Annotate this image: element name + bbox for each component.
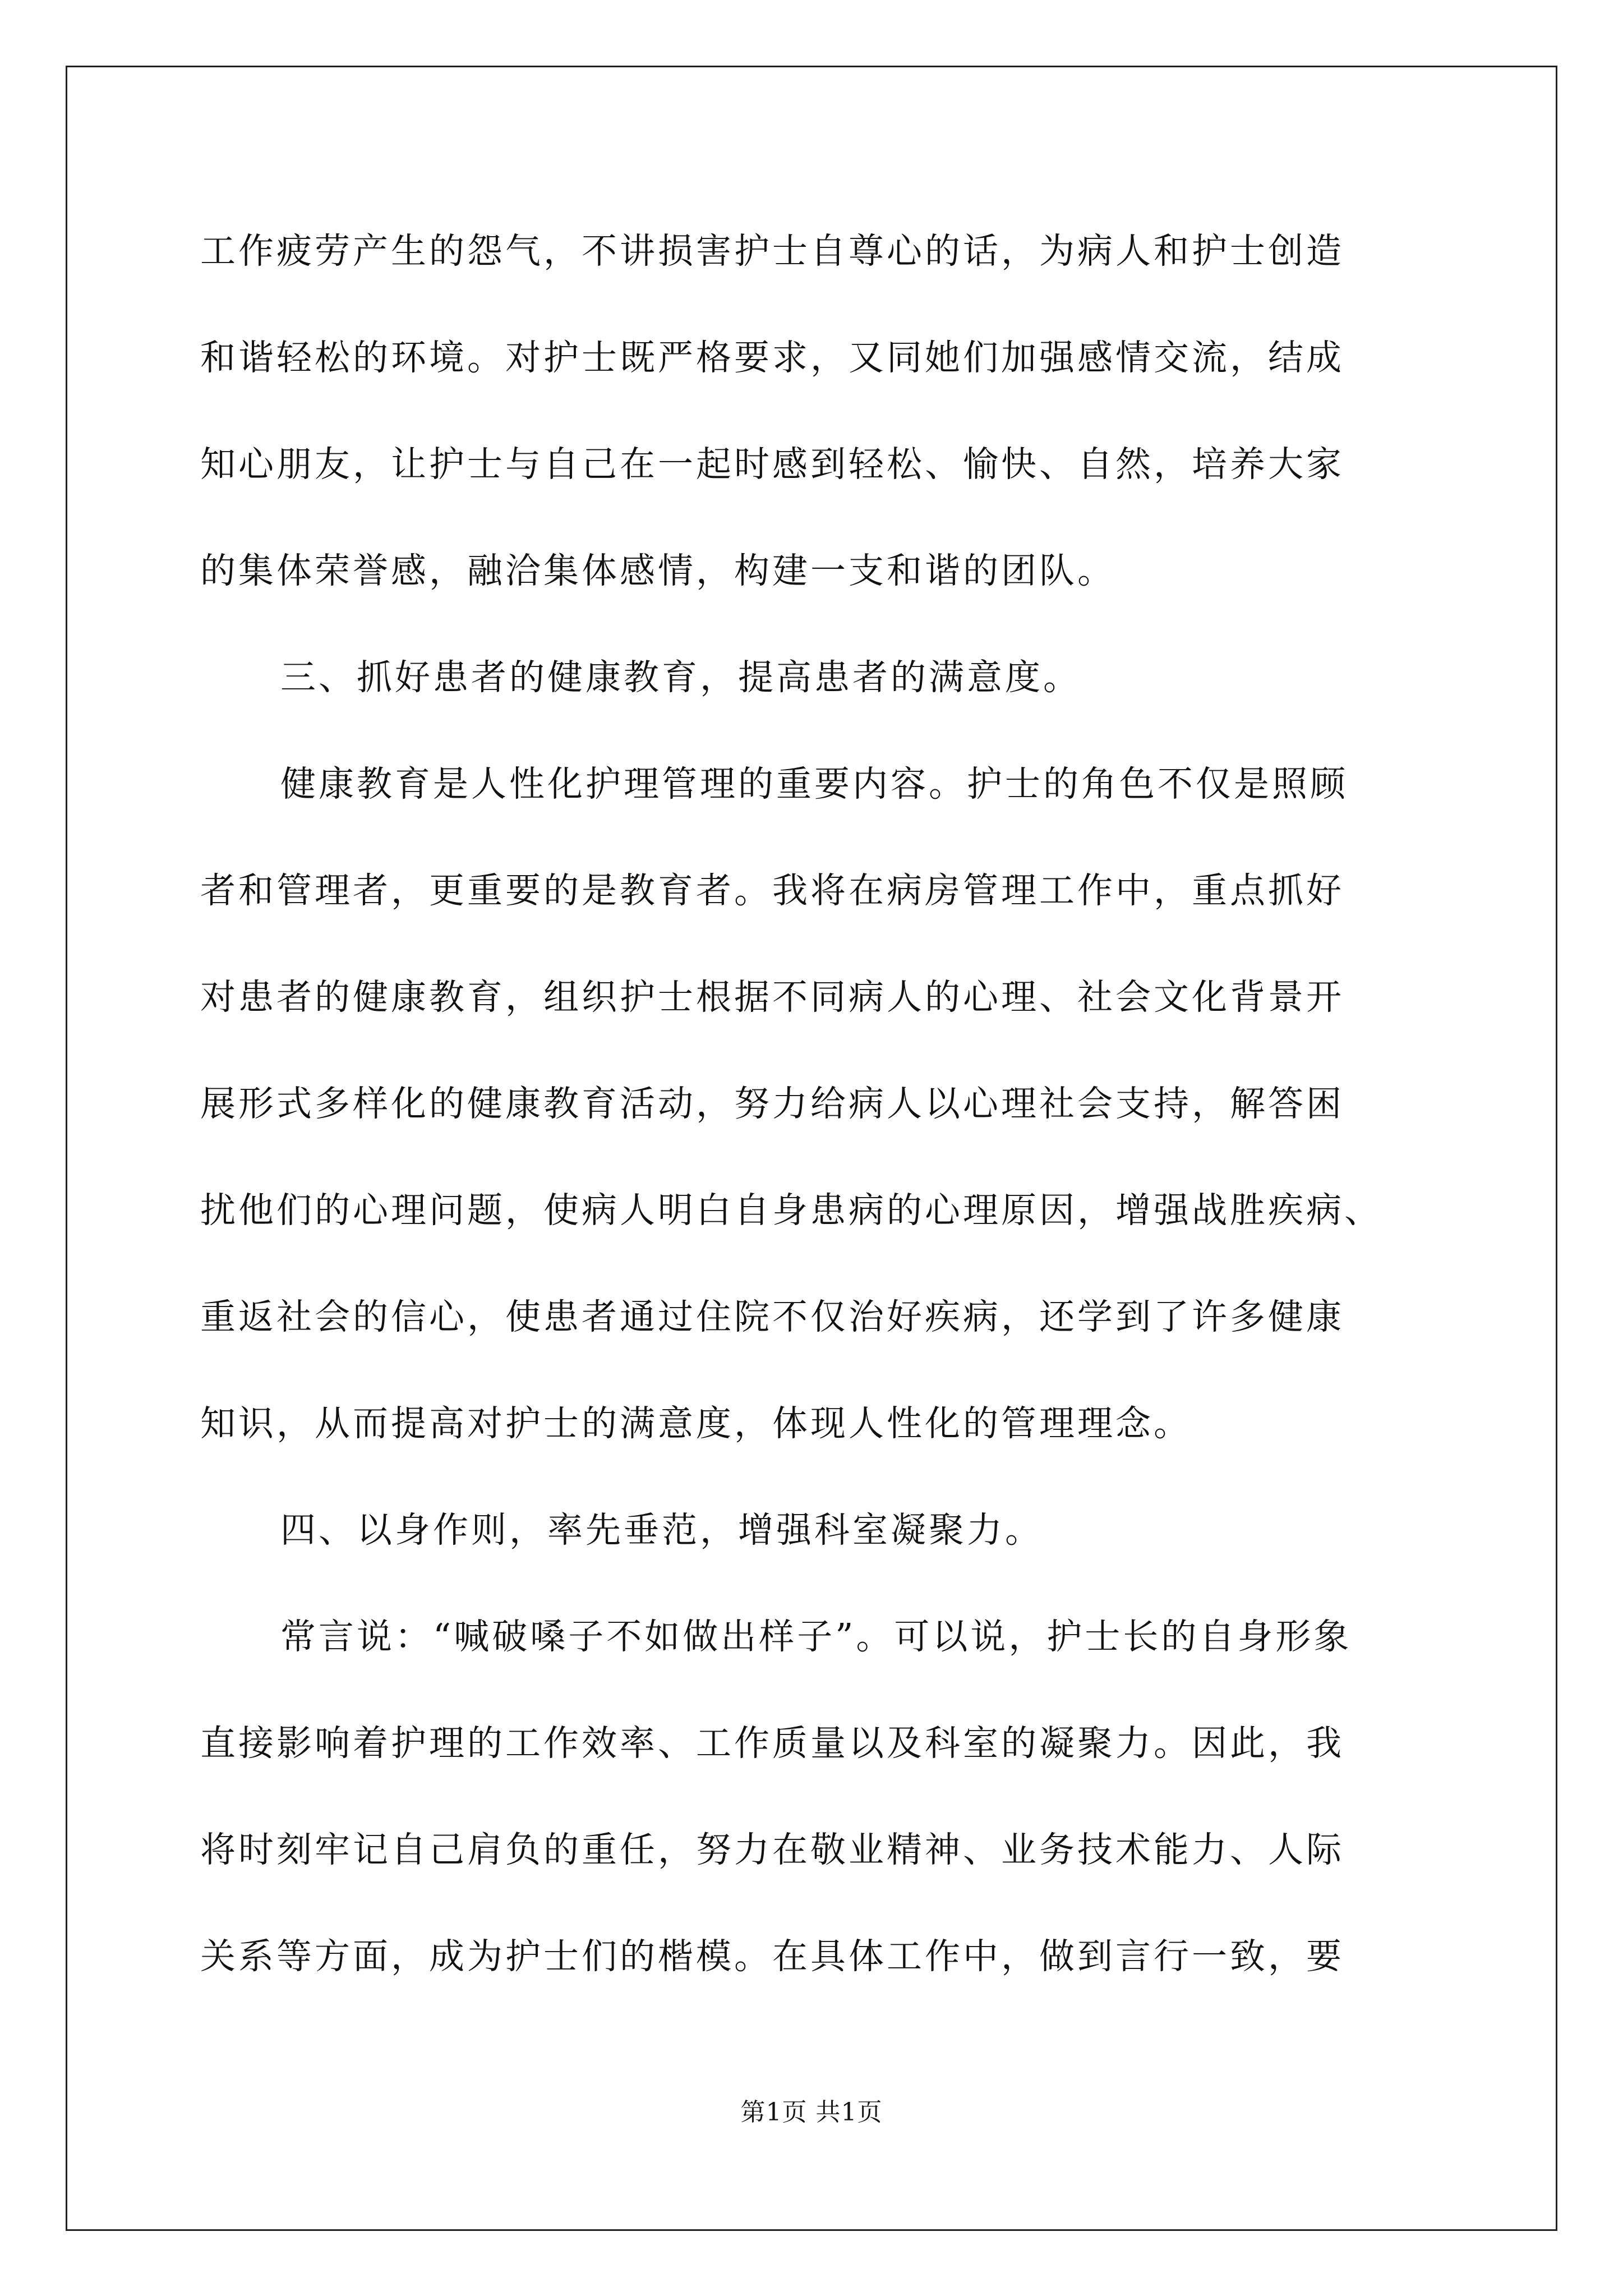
section-heading: 四、以身作则，率先垂范，增强科室凝聚力。 <box>280 1510 1043 1550</box>
page-footer: 第1页 共1页 <box>740 2098 883 2127</box>
text-line: 将时刻牢记自己肩负的重任，努力在敬业精神、业务技术能力、人际 <box>200 1829 1344 1870</box>
text-line: 重返社会的信心，使患者通过住院不仅治好疾病，还学到了许多健康 <box>200 1296 1344 1337</box>
text-line: 直接影响着护理的工作效率、工作质量以及科室的凝聚力。因此，我 <box>200 1723 1344 1764</box>
section-heading: 三、抓好患者的健康教育，提高患者的满意度。 <box>280 657 1081 698</box>
text-line: 工作疲劳产生的怨气，不讲损害护士自尊心的话，为病人和护士创造 <box>200 231 1344 272</box>
text-line: 常言说：“喊破嗓子不如做出样子”。可以说，护士长的自身形象 <box>280 1616 1352 1657</box>
text-line: 关系等方面，成为护士们的楷模。在具体工作中，做到言行一致，要 <box>200 1936 1344 1977</box>
text-line: 者和管理者，更重要的是教育者。我将在病房管理工作中，重点抓好 <box>200 870 1344 911</box>
text-line: 健康教育是人性化护理管理的重要内容。护士的角色不仅是照顾 <box>280 763 1348 804</box>
text-line: 知识，从而提高对护士的满意度，体现人性化的管理理念。 <box>200 1403 1192 1444</box>
text-line: 扰他们的心理问题，使病人明白自身患病的心理原因，增强战胜疾病、 <box>200 1190 1382 1231</box>
text-line: 知心朋友，让护士与自己在一起时感到轻松、愉快、自然，培养大家 <box>200 444 1344 485</box>
text-line: 对患者的健康教育，组织护士根据不同病人的心理、社会文化背景开 <box>200 977 1344 1018</box>
text-line: 和谐轻松的环境。对护士既严格要求，又同她们加强感情交流，结成 <box>200 337 1344 378</box>
text-line: 的集体荣誉感，融洽集体感情，构建一支和谐的团队。 <box>200 550 1115 591</box>
page-border <box>66 66 1557 2231</box>
text-line: 展形式多样化的健康教育活动，努力给病人以心理社会支持，解答困 <box>200 1083 1344 1124</box>
